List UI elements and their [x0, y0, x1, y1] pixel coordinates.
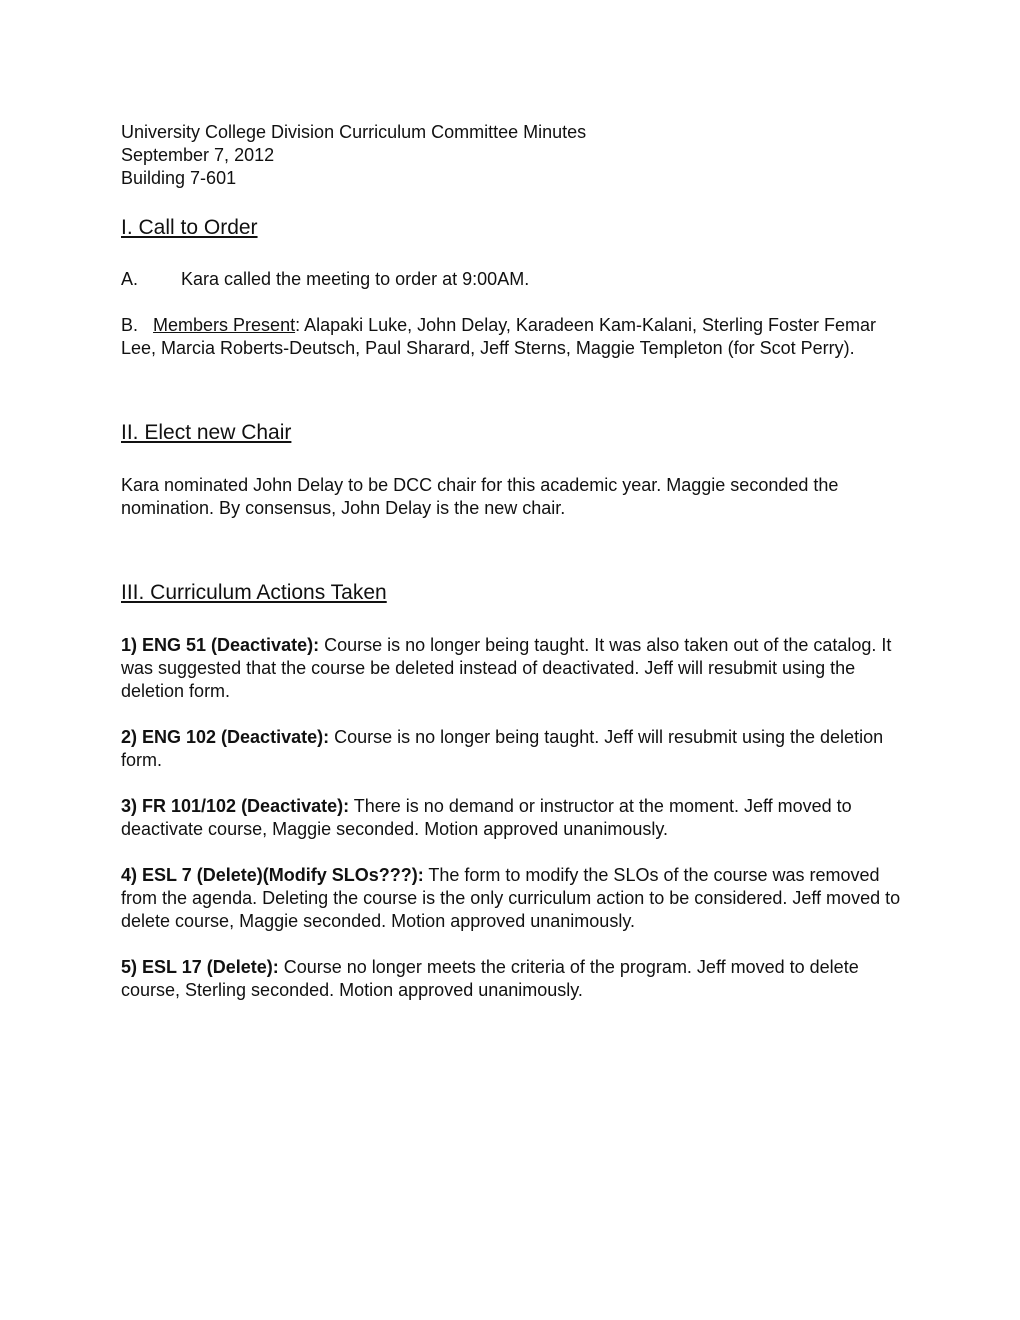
document-header: [121, 121, 911, 190]
action-text: Course no longer meets the criteria of the program. Jeff moved to delete course, Sterling seconded. Motion approved unanimously.: [121, 957, 859, 1000]
document-title: University College Division Curriculum Committee Minutes: [121, 122, 587, 142]
meeting-location: Building 7-601: [121, 168, 237, 188]
section-heading-elect-chair: II. Elect new Chair: [121, 421, 292, 444]
action-text: There is no demand or instructor at the moment. Jeff moved to deactivate course, Maggie seconded. Motion approved unanimously.: [121, 796, 852, 839]
action-label: 2) ENG 102 (Deactivate):: [121, 727, 330, 747]
section-heading-curriculum-actions: III. Curriculum Actions Taken: [121, 581, 387, 604]
item-a-label: A.: [121, 269, 139, 289]
action-label: 3) FR 101/102 (Deactivate):: [121, 796, 350, 816]
curriculum-action-item: [121, 726, 911, 772]
call-to-order-item-b: [121, 314, 911, 360]
action-text: The form to modify the SLOs of the course was removed from the agenda. Deleting the course is the only curriculum action to be considered. Jeff moved to delete course, Maggie seconded. Motion approved unanimously.: [121, 865, 901, 931]
curriculum-action-item: [121, 864, 911, 933]
curriculum-action-item: [121, 634, 911, 703]
call-to-order-item-a: [121, 268, 911, 291]
action-text: Course is no longer being taught. Jeff will resubmit using the deletion form.: [121, 727, 884, 770]
action-label: 1) ENG 51 (Deactivate):: [121, 635, 320, 655]
action-label: 5) ESL 17 (Delete):: [121, 957, 279, 977]
document-page: [121, 121, 911, 1002]
elect-chair-text: Kara nominated John Delay to be DCC chair for this academic year. Maggie seconded the nomination. By consensus, John Delay is the new chair.: [121, 475, 839, 518]
members-present-list: : Alapaki Luke, John Delay, Karadeen Kam-Kalani, Sterling Foster Femar Lee, Marcia Roberts-Deutsch, Paul Sharard, Jeff Sterns, Maggie Templeton (for Scot Perry).: [121, 315, 877, 358]
members-present-label: Members Present: [153, 315, 296, 335]
action-text: Course is no longer being taught. It was also taken out of the catalog. It was suggested that the course be deleted instead of deactivated. Jeff will resubmit using the deletion form.: [121, 635, 892, 701]
curriculum-action-item: [121, 795, 911, 841]
curriculum-action-item: [121, 956, 911, 1002]
meeting-date: September 7, 2012: [121, 145, 275, 165]
item-b-label: B.: [121, 315, 139, 335]
section-heading-call-to-order: I. Call to Order: [121, 216, 258, 239]
item-a-text: Kara called the meeting to order at 9:00AM.: [181, 269, 530, 289]
action-label: 4) ESL 7 (Delete)(Modify SLOs???):: [121, 865, 424, 885]
